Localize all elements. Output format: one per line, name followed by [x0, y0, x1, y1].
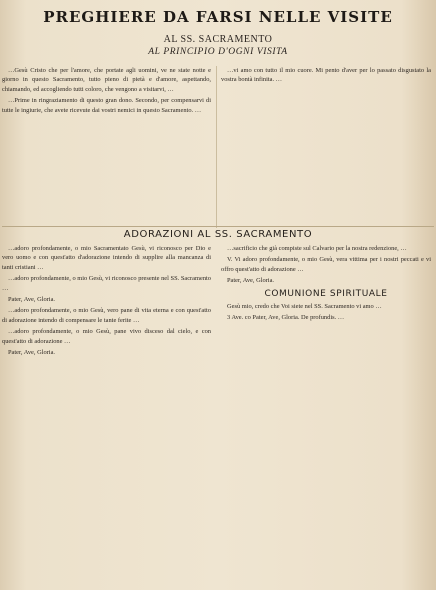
paragraph: 3 Ave. co Pater, Ave, Gloria. De profundis. … [227, 314, 345, 322]
top-right-column [221, 66, 431, 228]
paragraph: …Prime in ringraziamento di questo gran dono. Secondo, per compensarvi di tutte le ingiurie, che avete ricevute dai vostri nemici in questo Sacramento. … [2, 97, 211, 114]
paragraph: …vi amo con tutto il mio cuore. Mi pento d'aver per lo passato disgustato la vostra bontà infinita. … [221, 67, 431, 84]
paragraph: …adoro profondamente, o mio Sacramentato Gesù, vi riconosco per Dio e vero uomo e con quest'atto d'adorazione intendo di supplire alla mancanza di tanti cristiani … [2, 245, 211, 271]
paragraph: …adoro profondamente, o mio Gesù, vi riconosco presente nel SS. Sacramento … [2, 275, 211, 292]
prayer-line: Pater, Ave, Gloria. [8, 349, 56, 357]
communion-title: COMUNIONE SPIRITUALE [264, 288, 388, 299]
bottom-right-column [221, 244, 431, 584]
column-divider [216, 66, 217, 228]
prayer-line: Pater, Ave, Gloria. [8, 296, 56, 304]
page-subtitle: AL SS. SACRAMENTO [163, 34, 273, 45]
paragraph: …adoro profondamente, o mio Gesù, pane vivo disceso dal cielo, e con quest'atto di adorazione … [2, 328, 211, 345]
paragraph: …adoro profondamente, o mio Gesù, vero pane di vita eterna e con quest'atto di adorazione intendo di compensare le tante ferite … [2, 307, 211, 324]
paragraph: …sacrificio che già compiste sul Calvario per la nostra redenzione, … [227, 245, 407, 252]
paragraph: …Gesù Cristo che per l'amore, che portate agli uomini, ve ne state notte e giorno in questo Sacramento, tutto pieno di pietà e d'amore, aspettando, chiamando, ed accogliendo tutti coloro, che vengono a visitarvi, … [2, 67, 211, 93]
paragraph: V. Vi adoro profondamente, o mio Gesù, vera vittima per i nostri peccati e vi offro quest'atto di adorazione … [221, 256, 431, 273]
section-divider [2, 226, 434, 227]
top-left-column [2, 66, 211, 228]
prayer-line: Pater, Ave, Gloria. [227, 277, 275, 285]
bottom-left-column [2, 244, 211, 584]
page-subtitle-italic: AL PRINCIPIO D'OGNI VISITA [148, 47, 288, 57]
section-title: ADORAZIONI AL SS. SACRAMENTO [123, 229, 313, 240]
paragraph: Gesù mio, credo che Voi siete nel SS. Sacramento vi amo … [227, 303, 382, 311]
page-title: PREGHIERE DA FARSI NELLE VISITE [43, 8, 393, 26]
